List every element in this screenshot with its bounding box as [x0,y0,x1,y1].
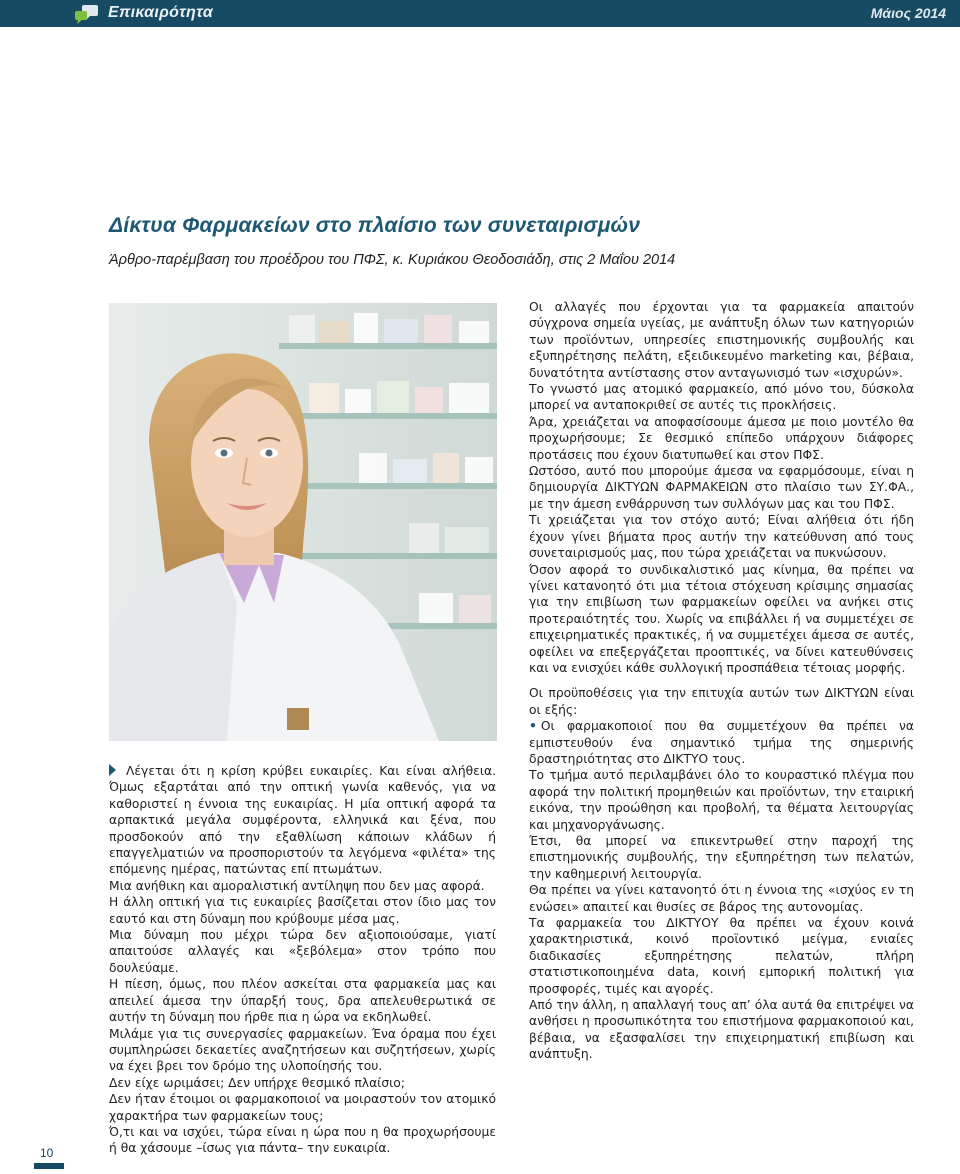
paragraph: Η πίεση, όμως, που πλέον ασκείται στα φαρμακεία μας και απειλεί άμεσα την ύπαρξή τους, δρα απελευθερωτικά σε αυτήν τη δύναμη που ήρθε πια η ώρα να εκδηλωθεί. [109,977,496,1025]
paragraph: Άρα, χρειάζεται να αποφασίσουμε άμεσα με ποιο μοντέλο θα προχωρήσουμε; Σε θεσμικό επίπεδο υπάρχουν διάφορες προτάσεις που έχουν διατυπωθεί και στον ΠΦΣ. [529,414,914,462]
paragraph: Όσον αφορά το συνδικαλιστικό μας κίνημα, θα πρέπει να γίνει κατανοητό ότι μια τέτοια στόχευση κρίσιμης σημασίας για την επιβίωση των φαρμακείων οφείλει να ανήκει στις προτεραιότητές του. Χωρίς να επιβάλλει ή να συμμετέχει σε επιχειρηματικές πρακτικές, ή να συμμετέχει άμεσα σε αυτές, οφείλει να επεξεργάζεται προοπτικές, να δίνει κατευθύνσεις και να ενισχύει κάθε συλλογική προσπάθεια τέτοιας μορφής. [529,562,914,675]
paragraph: Η άλλη οπτική για τις ευκαιρίες βασίζεται στον ίδιο μας τον εαυτό και στη δύναμη που κρύβουμε μέσα μας. [109,895,496,926]
page-number-bar [34,1163,64,1169]
paragraph: Ό,τι και να ισχύει, τώρα είναι η ώρα που η θα προχωρήσουμε ή θα χάσουμε –ίσως για πάντα– την ευκαιρία. [109,1124,496,1156]
right-column [529,299,914,1063]
speech-bubbles-icon [72,3,102,25]
article-title: Δίκτυα Φαρμακείων στο πλαίσιο των συνεταιρισμών [109,214,641,237]
paragraph: Τι χρειάζεται για τον στόχο αυτό; Είναι αλήθεια ότι ήδη έχουν γίνει βήματα προς αυτήν την κατεύθυνση από τους συνεταιρισμούς μας, που τώρα χρειάζεται να πυκνώσουν. [529,513,914,561]
left-column [109,763,496,1157]
arrow-bullet-icon [109,764,116,776]
paragraph: Μιλάμε για τις συνεργασίες φαρμακείων. Ένα όραμα που έχει συμπληρώσει δεκαετίες αναζητήσεων και συζητήσεων, χωρίς να έχει βρει τον δρόμο της υλοποίησής του. [109,1026,496,1074]
paragraph: Έτσι, θα μπορεί να επικεντρωθεί στην παροχή της επιστημονικής συμβουλής, την εξυπηρέτηση των πελατών, την καθημερινή λειτουργία. [529,834,914,881]
top-header-bar [0,0,960,27]
paragraph: Δεν είχε ωριμάσει; Δεν υπήρχε θεσμικό πλαίσιο; [109,1075,405,1090]
pharmacist-photo [109,303,497,741]
paragraph: Οι αλλαγές που έρχονται για τα φαρμακεία απαιτούν σύγχρονα σημεία υγείας, με ανάπτυξη όλων των κατηγοριών των προϊόντων, υπηρεσίες επιστημονικής συμβουλής και εξυπηρέτησης πελάτη, εξειδικευμένο marketing και, βέβαια, δυνατότητα αντίστασης στον ανταγωνισμό των «ισχυρών». [529,300,914,380]
paragraph: Ωστόσο, αυτό που μπορούμε άμεσα να εφαρμόσουμε, είναι η δημιουργία ΔΙΚΤΥΩΝ ΦΑΡΜΑΚΕΙΩΝ στο πλαίσιο των ΣΥ.ΦΑ., με την άμεση ενθάρρυνση των συλλόγων μας και του ΠΦΣ. [529,464,914,511]
paragraph: Οι προϋποθέσεις για την επιτυχία αυτών των ΔΙΚΤΥΩΝ είναι οι εξής: [529,686,914,717]
section-label: Επικαιρότητα [108,4,214,21]
paragraph: Από την άλλη, η απαλλαγή τους απ’ όλα αυτά θα επιτρέψει να ανθήσει η προσωπικότητα του επιστήμονα φαρμακοποιού και, βέβαια, να εξασφαλίσει την επιχειρηματική επιβίωση και ανάπτυξη. [529,998,914,1062]
paragraph: Το τμήμα αυτό περιλαμβάνει όλο το κουραστικό πλέγμα που αφορά την πολιτική προμηθειών και προϊόντων, την εταιρική εικόνα, την προώθηση και προβολή, τα θέματα λειτουργίας και μηχανοργάνωσης. [529,768,914,832]
issue-date: Μάιος 2014 [870,5,946,21]
bullet-icon: • [529,719,537,734]
paragraph: Θα πρέπει να γίνει κατανοητό ότι η έννοια της «ισχύος εν τη ενώσει» απαιτεί και θυσίες σε βάρος της αυτονομίας. [529,883,914,914]
paragraph: Μια ανήθικη και αμοραλιστική αντίληψη που δεν μας αφορά. [109,878,485,893]
article-subtitle: Άρθρο-παρέμβαση του προέδρου του ΠΦΣ, κ. Κυριάκου Θεοδοσιάδη, στις 2 Μαΐου 2014 [109,252,676,268]
paragraph: Το γνωστό μας ατομικό φαρμακείο, από μόνο του, δύσκολα μπορεί να ανταποκριθεί σε αυτές τις προκλήσεις. [529,382,914,413]
paragraph: Τα φαρμακεία του ΔΙΚΤΥΟΥ θα πρέπει να έχουν κοινά χαρακτηριστικά, κοινό προϊοντικό μείγμα, ενιαίες διαδικασίες εξυπηρέτησης πελατών, πλήρη στατιστικοποιημένα data, κοινή εμπορική πολιτική για προσφορές, τιμές και αγορές. [529,916,914,996]
page-number: 10 [40,1146,54,1160]
list-item: • Οι φαρμακοποιοί που θα συμμετέχουν θα πρέπει να εμπιστευθούν ένα σημαντικό τμήμα της σημερινής δραστηριότητας στο ΔΙΚΤΥΟ τους. [529,719,914,766]
paragraph: Μια δύναμη που μέχρι τώρα δεν αξιοποιούσαμε, γιατί απαιτούσε αλλαγές και «ξεβόλεμα» στον τρόπο που δουλεύαμε. [109,928,496,975]
paragraph: Δεν ήταν έτοιμοι οι φαρμακοποιοί να μοιραστούν τον ατομικό χαρακτήρα των φαρμακείων τους; [109,1092,496,1123]
paragraph: Λέγεται ότι η κρίση κρύβει ευκαιρίες. Και είναι αλήθεια. Όμως εξαρτάται από την οπτική γωνία καθενός, για να καθοριστεί η έννοια της ευκαιρίας. Η μία οπτική αφορά τα αρπακτικά μεγάλα συμφέροντα, ελληνικά και ξένα, που προσδοκούν από την εξαθλίωση κάποιων κλάδων ή επαγγελματιών να προσποριστούν τα λεγόμενα «φιλέτα» της επόμενης ημέρας, πατώντας επί πτωμάτων. [109,764,496,877]
